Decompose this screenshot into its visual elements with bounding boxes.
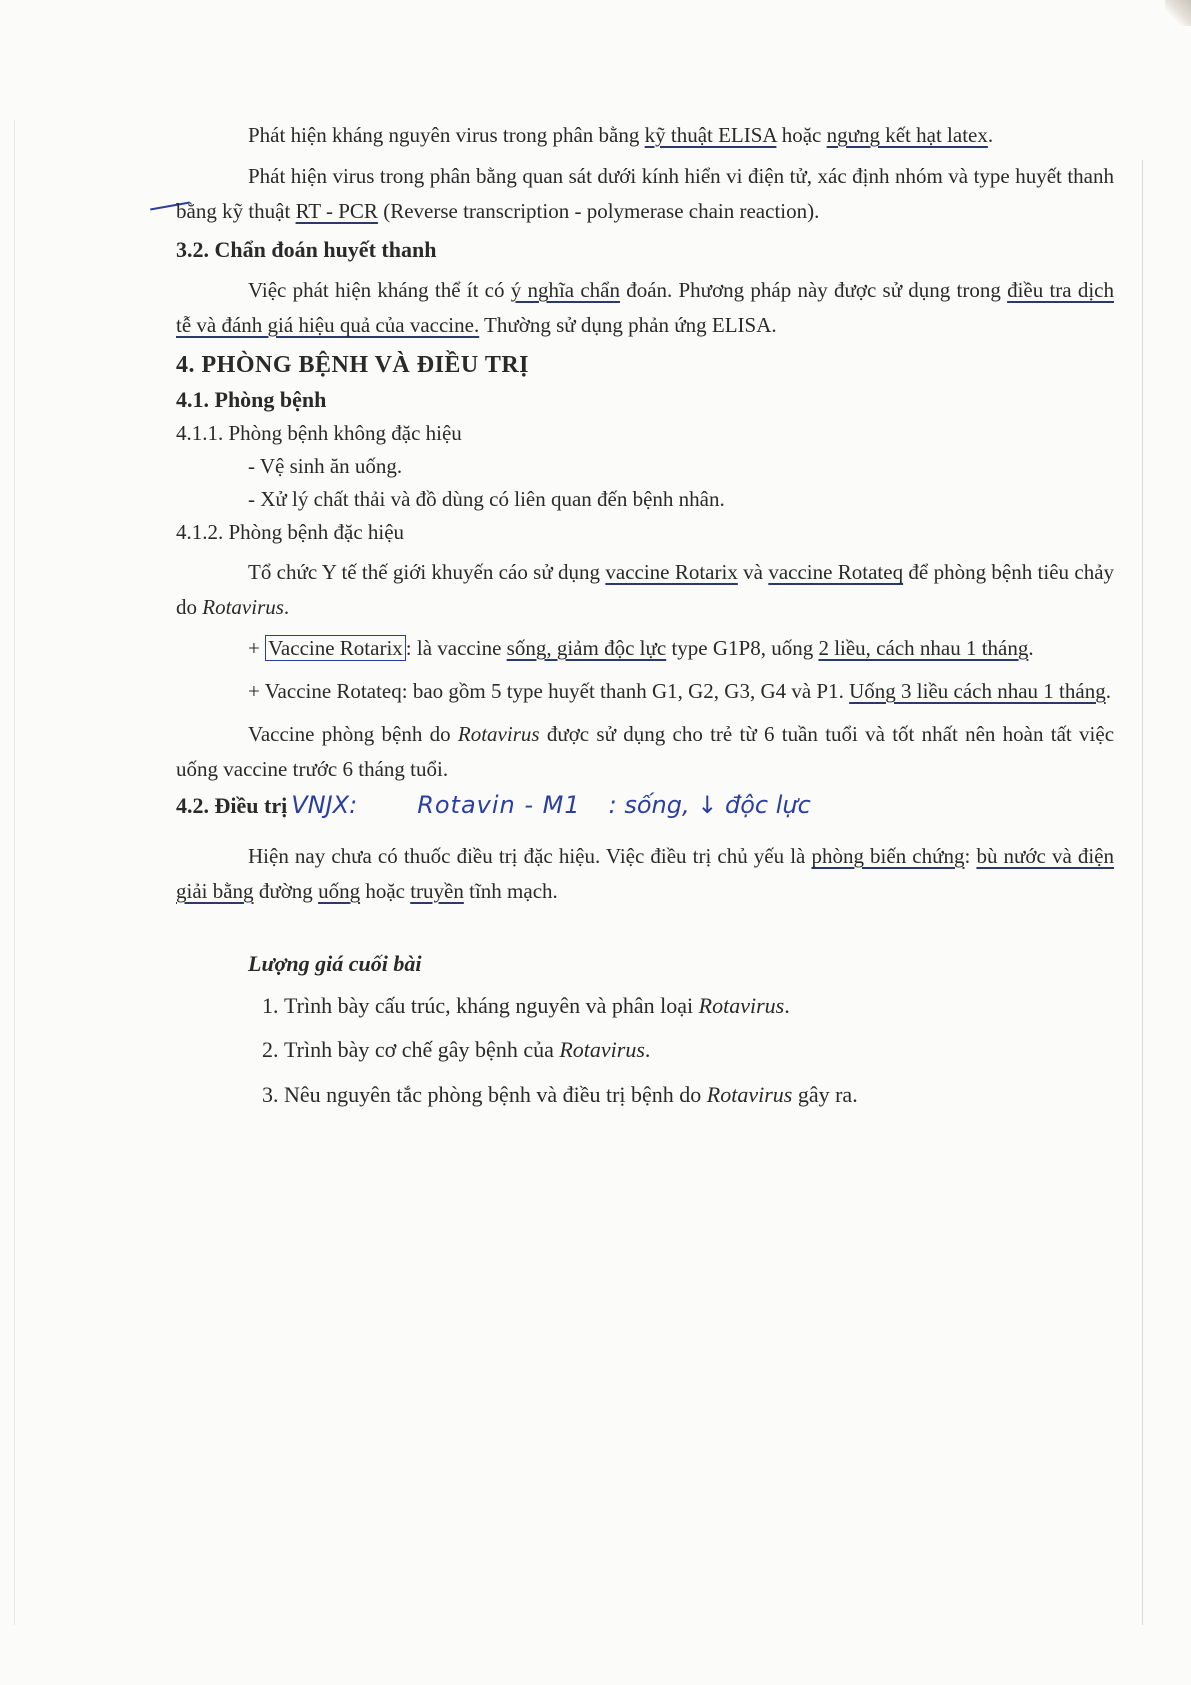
paragraph-vaccine-age: Vaccine phòng bệnh do Rotavirus được sử dụng cho trẻ từ 6 tuần tuổi và tốt nhất nên hoàn tất việc uống vaccine trước 6 tháng tuổi.: [176, 722, 1115, 781]
page-corner-fold: [1165, 0, 1191, 26]
list-item-waste: - Xử lý chất thải và đồ dùng có liên quan đến bệnh nhân.: [248, 487, 725, 511]
page-content: [176, 118, 1114, 1126]
handwritten-note-live: : sống, ↓ độc lực: [608, 791, 811, 819]
evaluation-question-2: 2. Trình bày cơ chế gây bệnh của Rotavirus.: [284, 1037, 1114, 1063]
section-heading-4: 4. PHÒNG BỆNH VÀ ĐIỀU TRỊ: [176, 352, 529, 378]
section-heading-3-2: 3.2. Chẩn đoán huyết thanh: [176, 237, 437, 262]
handwritten-note-rotavin: Rotavin - M1: [417, 791, 581, 819]
paragraph-serology: Việc phát hiện kháng thể ít có ý nghĩa chẩn đoán. Phương pháp này được sử dụng trong điều tra dịch tễ và đánh giá hiệu quả của vaccine. Thường sử dụng phản ứng ELISA.: [176, 278, 1114, 337]
paragraph-rotateq: + Vaccine Rotateq: bao gồm 5 type huyết thanh G1, G2, G3, G4 và P1. Uống 3 liều cách nhau 1 tháng.: [248, 679, 1111, 703]
paragraph-rotarix: + Vaccine Rotarix : là vaccine sống, giảm độc lực type G1P8, uống 2 liều, cách nhau 1 tháng.: [248, 636, 1034, 660]
paragraph-virus-detection: Phát hiện virus trong phân bằng quan sát dưới kính hiển vi điện tử, xác định nhóm và type huyết thanh bằng kỹ thuật RT - PCR (Reverse transcription - polymerase chain reaction).: [176, 164, 1114, 223]
evaluation-question-3: 3. Nêu nguyên tắc phòng bệnh và điều trị bệnh do Rotavirus gây ra.: [284, 1082, 1114, 1108]
page-edge-right: [1142, 160, 1143, 1625]
paragraph-antigen-detection: Phát hiện kháng nguyên virus trong phân bằng kỹ thuật ELISA hoặc ngưng kết hạt latex.: [248, 123, 994, 147]
section-heading-4-1: 4.1. Phòng bệnh: [176, 387, 327, 412]
evaluation-question-1: 1. Trình bày cấu trúc, kháng nguyên và phân loại Rotavirus.: [284, 993, 1114, 1019]
section-heading-4-1-1: 4.1.1. Phòng bệnh không đặc hiệu: [176, 421, 462, 445]
page-edge-left: [14, 120, 15, 1625]
evaluation-title: Lượng giá cuối bài: [248, 951, 422, 976]
list-item-hygiene: - Vệ sinh ăn uống.: [248, 454, 403, 478]
evaluation-list: [248, 993, 1114, 1108]
handwritten-note-vnjx: VNJX:: [291, 791, 358, 819]
section-heading-4-2: 4.2. Điều trị VNJX: Rotavin - M1 : sống, ↓ độc lực: [176, 791, 811, 819]
paragraph-who-recommendation: Tổ chức Y tế thế giới khuyến cáo sử dụng vaccine Rotarix và vaccine Rotateq để phòng bệnh tiêu chảy do Rotavirus.: [176, 560, 1115, 619]
section-heading-4-1-2: 4.1.2. Phòng bệnh đặc hiệu: [176, 520, 405, 544]
handwritten-box-rotarix: Vaccine Rotarix: [265, 635, 406, 661]
paragraph-treatment: Hiện nay chưa có thuốc điều trị đặc hiệu. Việc điều trị chủ yếu là phòng biến chứng: bù nước và điện giải bằng đường uống hoặc truyền tĩnh mạch.: [176, 844, 1115, 903]
